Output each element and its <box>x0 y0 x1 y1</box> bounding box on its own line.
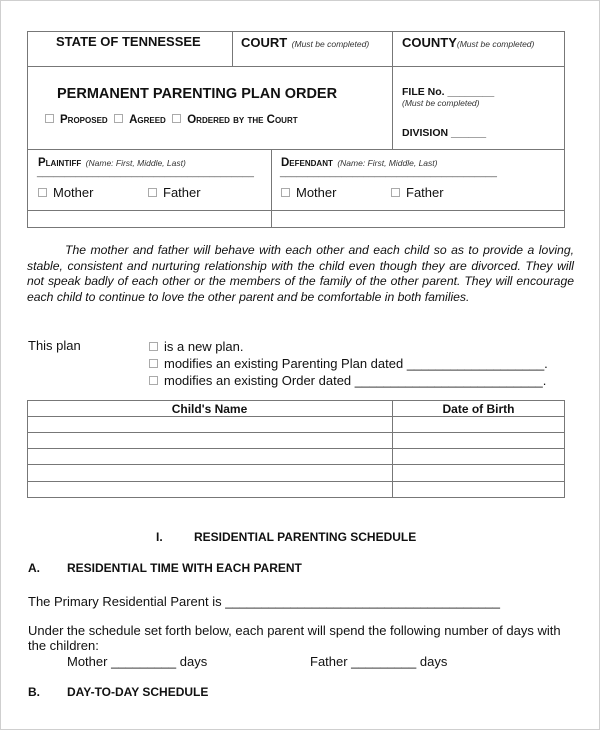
primary-parent-field[interactable]: The Primary Residential Parent is ______________________________________ <box>28 594 500 609</box>
table-row-line <box>27 432 565 433</box>
plaintiff-father-option[interactable]: Father <box>148 185 201 200</box>
checkbox-icon[interactable] <box>149 342 158 351</box>
plan-option-modifies-order[interactable]: modifies an existing Order dated __________________________. <box>149 372 548 389</box>
mother-days-field[interactable]: Mother _________ days <box>67 654 208 669</box>
court-field[interactable] <box>241 34 369 52</box>
checkbox-icon[interactable] <box>391 188 400 197</box>
defendant-header: Defendant (Name: First, Middle, Last) <box>281 157 438 169</box>
checkbox-icon[interactable] <box>281 188 290 197</box>
schedule-text: Under the schedule set forth below, each parent will spend the following number of days with the children: <box>28 623 561 653</box>
plan-option-modifies-plan[interactable]: modifies an existing Parenting Plan dated ___________________. <box>149 355 548 372</box>
section-1-title: RESIDENTIAL PARENTING SCHEDULE <box>194 530 417 544</box>
option-agreed[interactable]: Agreed <box>114 114 166 126</box>
table-row-line <box>27 481 565 482</box>
column-header-child-name: Child's Name <box>171 402 248 416</box>
plaintiff-name-line[interactable]: _______________________________________ <box>37 167 254 178</box>
county-note: (Must be completed) <box>456 39 535 49</box>
table-row-line <box>27 448 565 449</box>
checkbox-icon[interactable] <box>38 188 47 197</box>
county-label: COUNTY <box>402 35 457 50</box>
court-label: COURT <box>241 35 288 50</box>
intro-paragraph: The mother and father will behave with each other and each child so as to provide a loving, stable, consistent and nurturing relationship with the child even though they are divorced. They will not speak badly of each other or the members of the family of the other parent. They will encourage each child to continue to love the other parent and be comfortable in both families. <box>27 243 574 304</box>
county-field[interactable] <box>402 34 534 52</box>
divider <box>271 149 272 228</box>
section-b-number: B. <box>28 685 40 699</box>
checkbox-icon[interactable] <box>149 359 158 368</box>
father-days-field[interactable]: Father _________ days <box>310 654 448 669</box>
divider <box>27 149 565 150</box>
section-1-number: I. <box>156 530 163 544</box>
section-b-title: DAY-TO-DAY SCHEDULE <box>67 685 209 699</box>
table-row-line <box>27 464 565 465</box>
state-label: STATE OF TENNESSEE <box>56 34 201 49</box>
court-note: (Must be completed) <box>291 39 370 49</box>
order-type-options <box>45 114 298 126</box>
column-header-dob: Date of Birth <box>442 402 515 416</box>
option-ordered[interactable]: Ordered by the Court <box>172 114 297 126</box>
checkbox-icon[interactable] <box>45 114 54 123</box>
page-title: PERMANENT PARENTING PLAN ORDER <box>57 86 338 102</box>
checkbox-icon[interactable] <box>148 188 157 197</box>
checkbox-icon[interactable] <box>172 114 181 123</box>
plaintiff-header: Plaintiff (Name: First, Middle, Last) <box>38 157 186 169</box>
defendant-mother-option[interactable]: Mother <box>281 185 336 200</box>
checkbox-icon[interactable] <box>149 376 158 385</box>
divider <box>392 31 393 149</box>
section-a-number: A. <box>28 561 40 575</box>
plaintiff-mother-option[interactable]: Mother <box>38 185 93 200</box>
table-row-line <box>27 416 565 417</box>
divider <box>27 210 565 211</box>
section-a-title: RESIDENTIAL TIME WITH EACH PARENT <box>67 561 302 575</box>
defendant-father-option[interactable]: Father <box>391 185 444 200</box>
division-field[interactable]: DIVISION ______ <box>402 127 487 139</box>
file-no-note: (Must be completed) <box>402 98 480 108</box>
plan-option-new[interactable]: is a new plan. <box>149 338 548 355</box>
plan-options <box>149 338 548 389</box>
plan-label: This plan <box>28 338 81 353</box>
divider <box>27 66 565 67</box>
divider <box>232 31 233 66</box>
file-no-field[interactable]: FILE No. ________ <box>402 86 495 98</box>
checkbox-icon[interactable] <box>114 114 123 123</box>
option-proposed[interactable]: Proposed <box>45 114 108 126</box>
defendant-name-line[interactable]: _______________________________________ <box>280 167 497 178</box>
